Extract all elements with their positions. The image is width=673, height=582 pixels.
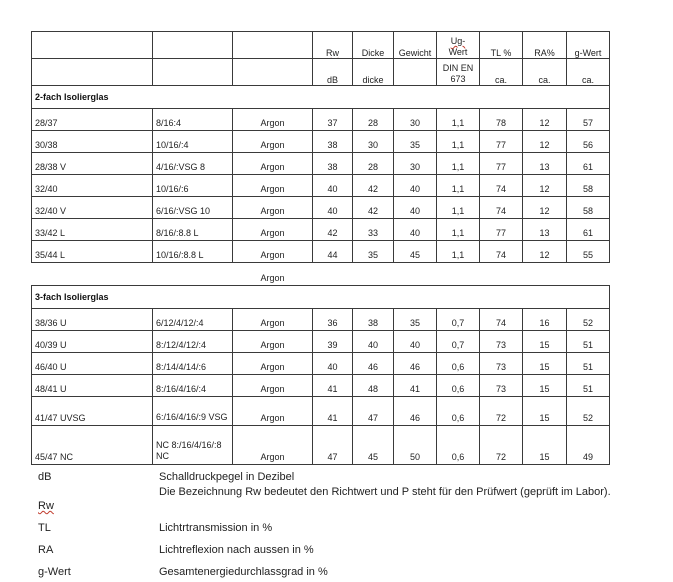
- table-row: [32, 353, 610, 375]
- cell-gewicht: 50: [394, 426, 437, 465]
- cell-build: 10/16/:8.8 L: [153, 241, 233, 263]
- trailing-gas: Argon: [233, 263, 313, 286]
- cell-g: 51: [567, 331, 610, 353]
- legend-value: Gesamtenergiedurchlassgrad in %: [159, 566, 328, 578]
- cell-gewicht: 45: [394, 241, 437, 263]
- cell-gas: Argon: [233, 131, 313, 153]
- cell-rw: 41: [313, 375, 353, 397]
- cell-g: 57: [567, 109, 610, 131]
- cell-ra: 12: [523, 241, 567, 263]
- cell-name: 32/40: [32, 175, 153, 197]
- cell-g: 49: [567, 426, 610, 465]
- cell-gewicht: 40: [394, 331, 437, 353]
- cell-ug: 0,6: [437, 375, 480, 397]
- cell-rw: 36: [313, 309, 353, 331]
- cell-g: 58: [567, 197, 610, 219]
- cell-tl: 74: [480, 241, 523, 263]
- table-row: [32, 175, 610, 197]
- cell-ra: 12: [523, 131, 567, 153]
- cell-dicke: 28: [353, 109, 394, 131]
- cell-ug: 1,1: [437, 241, 480, 263]
- legend-key: RA: [38, 544, 54, 556]
- cell-name: 45/47 NC: [32, 426, 153, 465]
- legend-key: dB: [38, 471, 52, 483]
- cell-build: 8/16/:8.8 L: [153, 219, 233, 241]
- cell-gas: Argon: [233, 153, 313, 175]
- cell-ra: 13: [523, 153, 567, 175]
- cell-ra: 12: [523, 175, 567, 197]
- cell-tl: 78: [480, 109, 523, 131]
- cell-build: 4/16/:VSG 8: [153, 153, 233, 175]
- table-row: [32, 397, 610, 426]
- cell-g: 55: [567, 241, 610, 263]
- cell-tl: 72: [480, 426, 523, 465]
- unit-rw: dB: [313, 59, 353, 86]
- cell-tl: 77: [480, 131, 523, 153]
- cell-rw: 44: [313, 241, 353, 263]
- cell-ug: 1,1: [437, 109, 480, 131]
- cell-ra: 13: [523, 219, 567, 241]
- cell-dicke: 48: [353, 375, 394, 397]
- cell-ug: 1,1: [437, 153, 480, 175]
- cell-build: 6:/16/4/16/:9 VSG: [153, 397, 233, 426]
- cell-tl: 74: [480, 175, 523, 197]
- legend-value: Die Bezeichnung Rw bedeutet den Richtwert und P steht für den Prüfwert (geprüft im Labor).: [159, 486, 611, 498]
- header-row-top: [32, 32, 610, 59]
- table-row: [32, 241, 610, 263]
- cell-gas: Argon: [233, 309, 313, 331]
- section-heading-row: [32, 286, 610, 309]
- cell-ra: 15: [523, 353, 567, 375]
- cell-build: 6/16/:VSG 10: [153, 197, 233, 219]
- cell-name: 28/37: [32, 109, 153, 131]
- table-row: [32, 426, 610, 465]
- cell-tl: 77: [480, 153, 523, 175]
- cell-tl: 73: [480, 375, 523, 397]
- cell-tl: 74: [480, 309, 523, 331]
- cell-g: 61: [567, 153, 610, 175]
- unit-g: ca.: [567, 59, 610, 86]
- legend-row: [38, 565, 618, 579]
- cell-dicke: 38: [353, 309, 394, 331]
- cell-gewicht: 46: [394, 353, 437, 375]
- cell-rw: 42: [313, 219, 353, 241]
- cell-gewicht: 40: [394, 175, 437, 197]
- cell-gas: Argon: [233, 197, 313, 219]
- cell-gas: Argon: [233, 241, 313, 263]
- cell-gas: Argon: [233, 397, 313, 426]
- cell-name: 32/40 V: [32, 197, 153, 219]
- cell-gas: Argon: [233, 109, 313, 131]
- legend-row: [38, 543, 618, 557]
- cell-g: 56: [567, 131, 610, 153]
- cell-rw: 37: [313, 109, 353, 131]
- table-row: [32, 131, 610, 153]
- cell-ug: 1,1: [437, 197, 480, 219]
- cell-build: 8:/14/4/14/:6: [153, 353, 233, 375]
- cell-dicke: 45: [353, 426, 394, 465]
- header-rw: Rw: [313, 32, 353, 59]
- cell-ra: 12: [523, 109, 567, 131]
- section-title-2fach: 2-fach Isolierglas: [32, 86, 610, 109]
- section-heading-row: [32, 86, 610, 109]
- cell-name: 28/38 V: [32, 153, 153, 175]
- glass-spec-table: [31, 31, 610, 465]
- cell-rw: 40: [313, 197, 353, 219]
- margin-area: [620, 0, 673, 582]
- table-row: [32, 375, 610, 397]
- legend-value: Schalldruckpegel in Dezibel: [159, 471, 295, 483]
- cell-gas: Argon: [233, 375, 313, 397]
- cell-rw: 39: [313, 331, 353, 353]
- legend-value: Lichtreflexion nach aussen in %: [159, 544, 314, 556]
- unit-ra: ca.: [523, 59, 567, 86]
- cell-gewicht: 30: [394, 153, 437, 175]
- cell-rw: 40: [313, 353, 353, 375]
- cell-gas: Argon: [233, 331, 313, 353]
- cell-name: 38/36 U: [32, 309, 153, 331]
- cell-tl: 74: [480, 197, 523, 219]
- header-tl: TL %: [480, 32, 523, 59]
- cell-g: 51: [567, 375, 610, 397]
- cell-ra: 16: [523, 309, 567, 331]
- cell-gewicht: 35: [394, 309, 437, 331]
- table-row: [32, 309, 610, 331]
- cell-dicke: 46: [353, 353, 394, 375]
- legend-row: [38, 470, 618, 484]
- cell-ra: 15: [523, 397, 567, 426]
- cell-g: 61: [567, 219, 610, 241]
- header-ra: RA%: [523, 32, 567, 59]
- header-dicke: Dicke: [353, 32, 394, 59]
- unit-dicke: dicke: [353, 59, 394, 86]
- cell-ug: 1,1: [437, 219, 480, 241]
- cell-name: 46/40 U: [32, 353, 153, 375]
- cell-ug: 0,6: [437, 426, 480, 465]
- legend-key: g-Wert: [38, 566, 71, 578]
- cell-rw: 47: [313, 426, 353, 465]
- cell-dicke: 28: [353, 153, 394, 175]
- header-row-units: [32, 59, 610, 86]
- legend-row: [38, 485, 618, 513]
- cell-gewicht: 40: [394, 197, 437, 219]
- table-row: [32, 197, 610, 219]
- cell-rw: 41: [313, 397, 353, 426]
- table-row: [32, 219, 610, 241]
- cell-dicke: 30: [353, 131, 394, 153]
- cell-build: 10/16/:6: [153, 175, 233, 197]
- cell-g: 52: [567, 309, 610, 331]
- cell-name: 30/38: [32, 131, 153, 153]
- cell-name: 48/41 U: [32, 375, 153, 397]
- header-g: g-Wert: [567, 32, 610, 59]
- cell-ra: 15: [523, 331, 567, 353]
- cell-gas: Argon: [233, 353, 313, 375]
- cell-dicke: 35: [353, 241, 394, 263]
- cell-gewicht: 40: [394, 219, 437, 241]
- cell-ra: 12: [523, 197, 567, 219]
- cell-name: 41/47 UVSG: [32, 397, 153, 426]
- cell-tl: 73: [480, 353, 523, 375]
- table-row: [32, 331, 610, 353]
- header-gewicht: Gewicht: [394, 32, 437, 59]
- cell-gas: Argon: [233, 219, 313, 241]
- cell-dicke: 33: [353, 219, 394, 241]
- cell-dicke: 42: [353, 175, 394, 197]
- cell-ra: 15: [523, 426, 567, 465]
- cell-name: 33/42 L: [32, 219, 153, 241]
- cell-ug: 1,1: [437, 131, 480, 153]
- cell-gewicht: 46: [394, 397, 437, 426]
- cell-gas: Argon: [233, 426, 313, 465]
- cell-tl: 77: [480, 219, 523, 241]
- cell-build: 8:/12/4/12/:4: [153, 331, 233, 353]
- legend-key: TL: [38, 522, 51, 534]
- header-ug: Ug- Wert: [437, 32, 480, 59]
- cell-rw: 40: [313, 175, 353, 197]
- cell-build: 8/16:4: [153, 109, 233, 131]
- cell-rw: 38: [313, 131, 353, 153]
- cell-ug: 0,7: [437, 309, 480, 331]
- cell-tl: 72: [480, 397, 523, 426]
- spacer-row: [32, 263, 610, 286]
- cell-build: 6/12/4/12/:4: [153, 309, 233, 331]
- cell-gewicht: 41: [394, 375, 437, 397]
- cell-g: 52: [567, 397, 610, 426]
- cell-rw: 38: [313, 153, 353, 175]
- cell-dicke: 40: [353, 331, 394, 353]
- cell-ug: 1,1: [437, 175, 480, 197]
- table-row: [32, 109, 610, 131]
- cell-name: 40/39 U: [32, 331, 153, 353]
- cell-ug: 0,7: [437, 331, 480, 353]
- unit-ug: DIN EN 673: [437, 59, 480, 86]
- legend-row: [38, 521, 618, 535]
- cell-ug: 0,6: [437, 397, 480, 426]
- cell-g: 51: [567, 353, 610, 375]
- legend: [38, 470, 618, 579]
- cell-build: NC 8:/16/4/16/:8 NC: [153, 426, 233, 465]
- cell-g: 58: [567, 175, 610, 197]
- section-title-3fach: 3-fach Isolierglas: [32, 286, 610, 309]
- unit-tl: ca.: [480, 59, 523, 86]
- cell-ra: 15: [523, 375, 567, 397]
- cell-name: 35/44 L: [32, 241, 153, 263]
- cell-tl: 73: [480, 331, 523, 353]
- cell-dicke: 42: [353, 197, 394, 219]
- cell-build: 10/16/:4: [153, 131, 233, 153]
- cell-dicke: 47: [353, 397, 394, 426]
- cell-ug: 0,6: [437, 353, 480, 375]
- legend-value: Lichtrtransmission in %: [159, 522, 273, 534]
- cell-gas: Argon: [233, 175, 313, 197]
- cell-gewicht: 35: [394, 131, 437, 153]
- table-row: [32, 153, 610, 175]
- legend-key: Rw: [38, 500, 54, 512]
- cell-build: 8:/16/4/16/:4: [153, 375, 233, 397]
- cell-gewicht: 30: [394, 109, 437, 131]
